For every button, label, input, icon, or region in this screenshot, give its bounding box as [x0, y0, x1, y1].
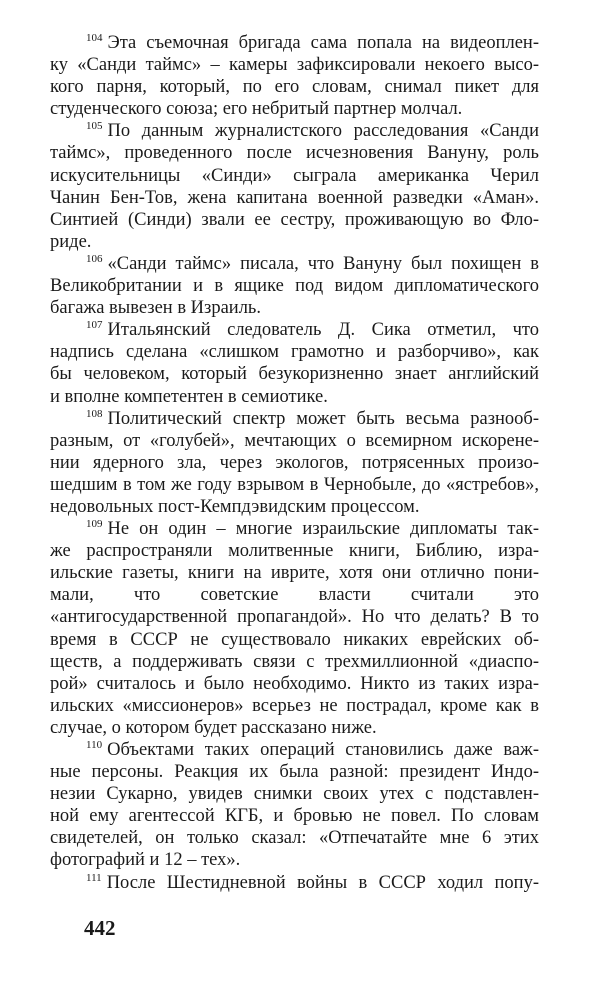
text-line	[50, 739, 539, 761]
text-line	[50, 165, 539, 187]
text-line	[50, 187, 539, 209]
line-text: Синтией (Синди) звали ее сестру, проживающую во Фло-	[50, 209, 539, 230]
text-line	[50, 363, 539, 385]
text-line	[50, 408, 539, 430]
footnote-number: 104	[86, 32, 103, 44]
footnote-number: 107	[86, 319, 103, 332]
line-text: После Шестидневной войны в СССР ходил попу-	[106, 872, 539, 893]
text-line	[50, 76, 539, 98]
line-text: ществ, а поддерживать связи с трехмиллионной «диаспо-	[50, 651, 539, 672]
line-text: недовольных пост-Кемпдэвидским процессом.	[50, 496, 420, 517]
line-text: Эта съемочная бригада сама попала на видеоплен-	[107, 33, 539, 53]
text-line	[50, 651, 539, 673]
line-text: случае, о котором будет рассказано ниже.	[50, 717, 377, 738]
line-text: незии Сукарно, увидев снимки своих утех с подставлен-	[50, 784, 539, 805]
text-line	[50, 606, 539, 628]
text-line	[50, 120, 539, 142]
line-text: багажа вывезен в Израиль.	[50, 298, 261, 319]
line-text: «Санди таймс» писала, что Вануну был похищен в	[107, 253, 539, 274]
line-text: фотографий и 12 – тех».	[50, 850, 241, 871]
text-line	[50, 584, 539, 606]
footnote-111	[50, 872, 539, 894]
line-text: По данным журналистского расследования «Санди	[107, 121, 539, 142]
line-text: Политический спектр может быть весьма разнооб-	[107, 408, 539, 429]
line-text: искусительницы «Синди» сыграла американка Черил	[50, 165, 539, 186]
line-text: бы человеком, который безукоризненно знает английский	[50, 364, 539, 385]
text-line	[50, 231, 539, 253]
text-line	[50, 761, 539, 783]
text-line	[50, 32, 539, 54]
line-text: разным, от «голубей», мечтающих о всемирном искорене-	[50, 430, 539, 451]
text-line	[50, 518, 539, 540]
line-text: свидетелей, он только сказал: «Отпечатайте мне 6 этих	[50, 828, 539, 849]
line-text: студенческого союза; его небритый партнер молчал.	[50, 99, 463, 120]
text-line	[50, 142, 539, 164]
line-text: кого парня, который, по его словам, снимал пикет для	[50, 77, 539, 98]
footnote-105	[50, 120, 539, 253]
text-line	[50, 562, 539, 584]
line-text: ку «Санди таймс» – камеры зафиксировали некоего высо-	[50, 55, 539, 76]
text-line	[50, 98, 539, 120]
text-line	[50, 783, 539, 805]
line-text: риде.	[50, 231, 92, 252]
text-line	[50, 695, 539, 717]
line-text: ные персоны. Реакция их была разной: президент Индо-	[50, 762, 539, 783]
line-text: время в СССР не существовало никаких еврейских об-	[50, 629, 539, 650]
text-line	[50, 474, 539, 496]
line-text: ной ему агентессой КГБ, и бровью не повел. По словам	[50, 806, 539, 827]
line-text: Чанин Бен-Тов, жена капитана военной разведки «Аман».	[50, 187, 539, 208]
line-text: нии ядерного зла, через экологов, потрясенных произо-	[50, 452, 539, 473]
footnote-number: 111	[86, 871, 102, 884]
text-line	[50, 452, 539, 474]
text-line	[50, 386, 539, 408]
footnote-number: 109	[86, 518, 103, 531]
text-line	[50, 496, 539, 518]
text-line	[50, 540, 539, 562]
text-line	[50, 319, 539, 341]
text-line	[50, 54, 539, 76]
footnote-110	[50, 739, 539, 872]
footnote-number: 110	[86, 739, 103, 751]
footnote-107	[50, 319, 539, 407]
text-line	[50, 673, 539, 695]
text-line	[50, 341, 539, 363]
footnote-106	[50, 253, 539, 319]
line-text: мали, что советские власти считали это	[50, 585, 539, 606]
line-text: Великобритании и в ящике под видом дипломатического	[50, 276, 539, 297]
text-line	[50, 872, 539, 894]
footnote-number: 106	[86, 252, 103, 265]
text-line	[50, 253, 539, 275]
line-text: таймс», проведенного после исчезновения Вануну, роль	[50, 143, 539, 164]
footnotes-text	[50, 32, 539, 894]
line-text: же распространяли молитвенные книги, Библию, изра-	[50, 541, 539, 562]
text-line	[50, 430, 539, 452]
footnote-109	[50, 518, 539, 739]
page-number: 442	[84, 916, 116, 940]
footnote-number: 108	[86, 407, 103, 420]
text-line	[50, 827, 539, 849]
text-line	[50, 849, 539, 871]
line-text: ильские газеты, книги на иврите, хотя они отлично пони-	[50, 563, 539, 584]
footnote-108	[50, 408, 539, 518]
line-text: надпись сделана «слишком грамотно и разборчиво», как	[50, 342, 539, 363]
text-line	[50, 717, 539, 739]
line-text: и вполне компетентен в семиотике.	[50, 386, 328, 407]
line-text: Не он один – многие израильские дипломаты так-	[107, 519, 539, 540]
footnote-104	[50, 32, 539, 120]
text-line	[50, 629, 539, 651]
line-text: ильских «миссионеров» всерьез не пострадал, кроме как в	[50, 695, 539, 716]
line-text: «антигосударственной пропагандой». Но что делать? В то	[50, 607, 539, 628]
footnote-number: 105	[86, 120, 103, 133]
text-line	[50, 275, 539, 297]
line-text: Итальянский следователь Д. Сика отметил, что	[107, 320, 539, 341]
line-text: шедшим в том же году взрывом в Чернобыле, до «ястребов»,	[50, 474, 539, 495]
text-line	[50, 805, 539, 827]
text-line	[50, 297, 539, 319]
text-line	[50, 209, 539, 231]
line-text: Объектами таких операций становились даже важ-	[107, 740, 539, 760]
line-text: рой» считалось и было необходимо. Никто из таких изра-	[50, 673, 539, 694]
